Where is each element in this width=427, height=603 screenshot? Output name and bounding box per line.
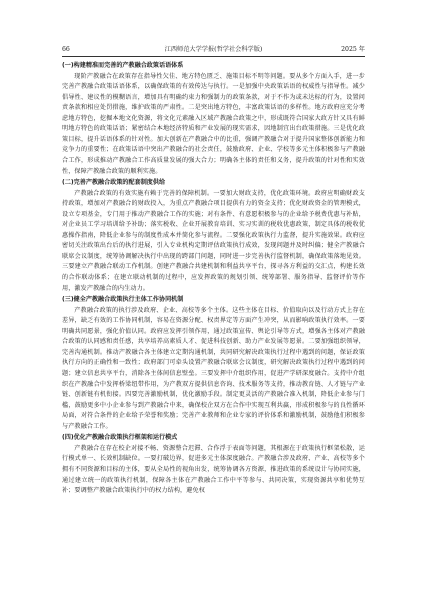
running-header <box>62 44 365 56</box>
header-rule <box>62 56 365 57</box>
page-number: 66 <box>62 46 70 53</box>
journal-name: 江西师范大学学报(哲学社会科学版) <box>164 46 263 53</box>
body-paragraph: 产教融合政策的执行涉及政府、企业、高校等多个主体。这些主体在目标、价值取向以及行动方式上存在差异，缺乏有效的工作协同机制，容易在资源分配、权责界定等方面产生冲突，从而影响政策执行效率。一要明确共同愿景，强化价值认同。政府应发挥引领作用，通过政策宣传、舆论引导等方式，增强各主体对产教融合政策的认同感和责任感，共享培养高素质人才、促进科技创新、助力产业发展等愿景。二要加强组织领导，完善沟通机制。推动产教融合各主体建立定期沟通机制，共同研究解决政策执行过程中遇到的问题，保证政策执行方向的正确性和一致性；政府部门可牵头设置产教融合联席会议制度，研究解决政策执行过程中遇到的问题；建立信息共享平台，消除各主体间信息壁垒。三要发挥中介组织作用，促进产学研深度融合。支持中介组织在产教融合中发挥桥梁纽带作用，为产教双方提供信息咨询、技术服务等支持，推动教育链、人才链与产业链、创新链有机衔接。四要完善激励机制，优化激励手段。制定更灵活的产教融合准入机制，降低企业参与门槛，鼓励更多中小企业参与到产教融合中来，确保校企双方在合作中实现互利共赢，形成积极参与的良性循环局面，对符合条件的企业给予荣誉和奖励；完善产业教师和企业专家的评价体系和激励机制，鼓励他们积极参与产教融合工作。 <box>62 306 365 430</box>
section-heading: (二)完善产教融合政策的配套制度供给 <box>62 179 166 187</box>
body-paragraph: 产教融合在存在校企对接不畅、资源整合迟滞、合作浮于表面等问题，其根源在于政策执行框架松散，运行模式单一、长效机制缺位。一要打破边界，促进多元主体深度融合。产教融合涉及政府、产业、高校等多个拥有不同资源和目标的主体，要从全局性的视角出发，统筹协调各方资源，推进政策的系统设计与协同实施，通过建立统一的政策执行机制，保障各主体在产教融合工作中平等参与、共同决策，实现资源共享和优势互补；要调整产教融合政策执行中的权力结构，避免权 <box>62 444 365 495</box>
section-heading: (一)构建精准而完善的产教融合政策话语体系 <box>62 62 184 69</box>
body-paragraph: 现阶产教融合在政策存在指导性欠佳、地方特色匮乏、施策目标不明等问题。要从多个方面入手，进一步完善产教融合政策话语体系，以确保政策的有效传达与执行。一是加强中央政策话语的权威性与指导性。减少倡导性、建议性的模糊语言，增加具有明确约束力和强制力的政策条款，对于不作为或未达标的行为，设置问责条款和相应处罚措施，维护政策的严肃性。二是突出地方特色，丰富政策话语的多样性。地方政府应充分考虑地方特色，挖掘本地文化资源，将文化元素融入区域产教融合政策之中，形成既符合国家大政方针又具有鲜明地方特色的政策话语；紧密结合本地经济特质和产业发展的现实需求，因地制宜出台政策措施。三是优化政策目标，提升话语体系的针对性。加大创新在产教融合中的比重，强调产教融合对于提升国家整体创新能力和竞争力的重要性；在政策话语中突出产教融合的社会责任，鼓励政府、企业、学校等多元主体积极参与产教融合工作，形成推动产教融合工作高质量发展的强大合力；明确各主体的责任和义务，提升政策的针对性和实效性，保障产教融合政策的顺利实施。 <box>62 72 365 175</box>
section-heading: (三)健全产教融合政策执行主体工作协同机制 <box>62 296 184 304</box>
section-heading: (四)优化产教融合政策执行框架和运行模式 <box>62 434 178 442</box>
body-paragraph: 产教融合政策的有效实施有赖于完善的保障机制。一要加大财政支持，优化政策环境。政府应明确财政支持政策，增加对产教融合的财政投入，为重点产教融合项目提供有力的资金支持；优化财政资金的管理模式，设立专项基金，专门用于推动产教融合工作的实施；对有条件、有意愿积极参与的企业给予税费优惠与补贴，对企业员工学习培训给予补助；落实税收、企业开展教育培训、实习实训的税收优惠政策，制定具体的税收优惠操作指南，降低企业参与的制度性成本并简化参与流程。二要强化政策执行力监督，提升实施效果。政府应密切关注政策出台后的执行进展，引入专业机构定期评估政策执行成效，发现问题并及时纠偏；健全产教融合联席会议制度，统筹协调解决执行中出现的跨部门问题，同时进一步完善执行监督机制，确保政策落地见效。三要建立产教融合联动工作机制。创建产教融合共建机制和利益共享平台，探寻各方利益的交汇点，构建长效的合作联动体系；在建立联动机制的过程中，应发挥政策的规划引领、统筹部署、服务指导、监督评价等作用，激发产教融合的内生动力。 <box>62 189 365 292</box>
publication-year: 2025 年 <box>341 46 365 53</box>
article-body <box>62 60 365 592</box>
